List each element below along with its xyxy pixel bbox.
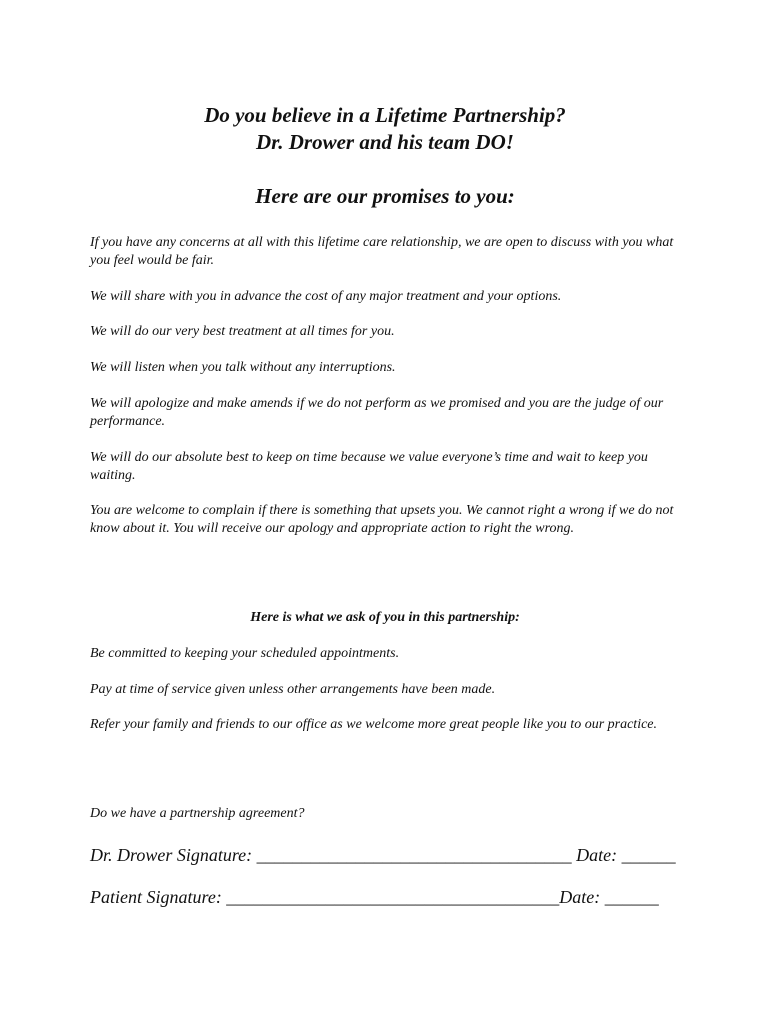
- ask-heading: Here is what we ask of you in this partnership:: [250, 610, 520, 625]
- heading-line-1: Do you believe in a Lifetime Partnership?: [204, 103, 566, 127]
- promise-paragraph: You are welcome to complain if there is something that upsets you. We cannot right a wrong if we do not know about it. You will receive our apology and appropriate action to right the wrong.: [90, 503, 674, 536]
- promise-paragraph: If you have any concerns at all with this lifetime care relationship, we are open to discuss with you what you feel would be fair.: [90, 235, 674, 268]
- promises-heading: Here are our promises to you:: [255, 184, 515, 208]
- ask-paragraph: Be committed to keeping your scheduled appointments.: [90, 646, 400, 661]
- promise-paragraph: We will share with you in advance the cost of any major treatment and your options.: [90, 289, 562, 304]
- agreement-question: Do we have a partnership agreement?: [90, 806, 305, 821]
- promise-paragraph: We will apologize and make amends if we do not perform as we promised and you are the judge of our performance.: [90, 396, 664, 429]
- promise-paragraph: We will do our absolute best to keep on time because we value everyone’s time and wait to keep you waiting.: [90, 450, 648, 483]
- heading-line-2: Dr. Drower and his team DO!: [256, 130, 514, 154]
- promise-paragraph: We will listen when you talk without any interruptions.: [90, 360, 396, 375]
- patient-signature-line: Patient Signature: _____________________________________Date: ______: [90, 887, 659, 907]
- doctor-signature-line: Dr. Drower Signature: ___________________________________ Date: ______: [90, 845, 676, 865]
- ask-paragraph: Refer your family and friends to our office as we welcome more great people like you to our practice.: [90, 717, 658, 732]
- promise-paragraph: We will do our very best treatment at all times for you.: [90, 324, 395, 339]
- ask-paragraph: Pay at time of service given unless other arrangements have been made.: [90, 682, 496, 697]
